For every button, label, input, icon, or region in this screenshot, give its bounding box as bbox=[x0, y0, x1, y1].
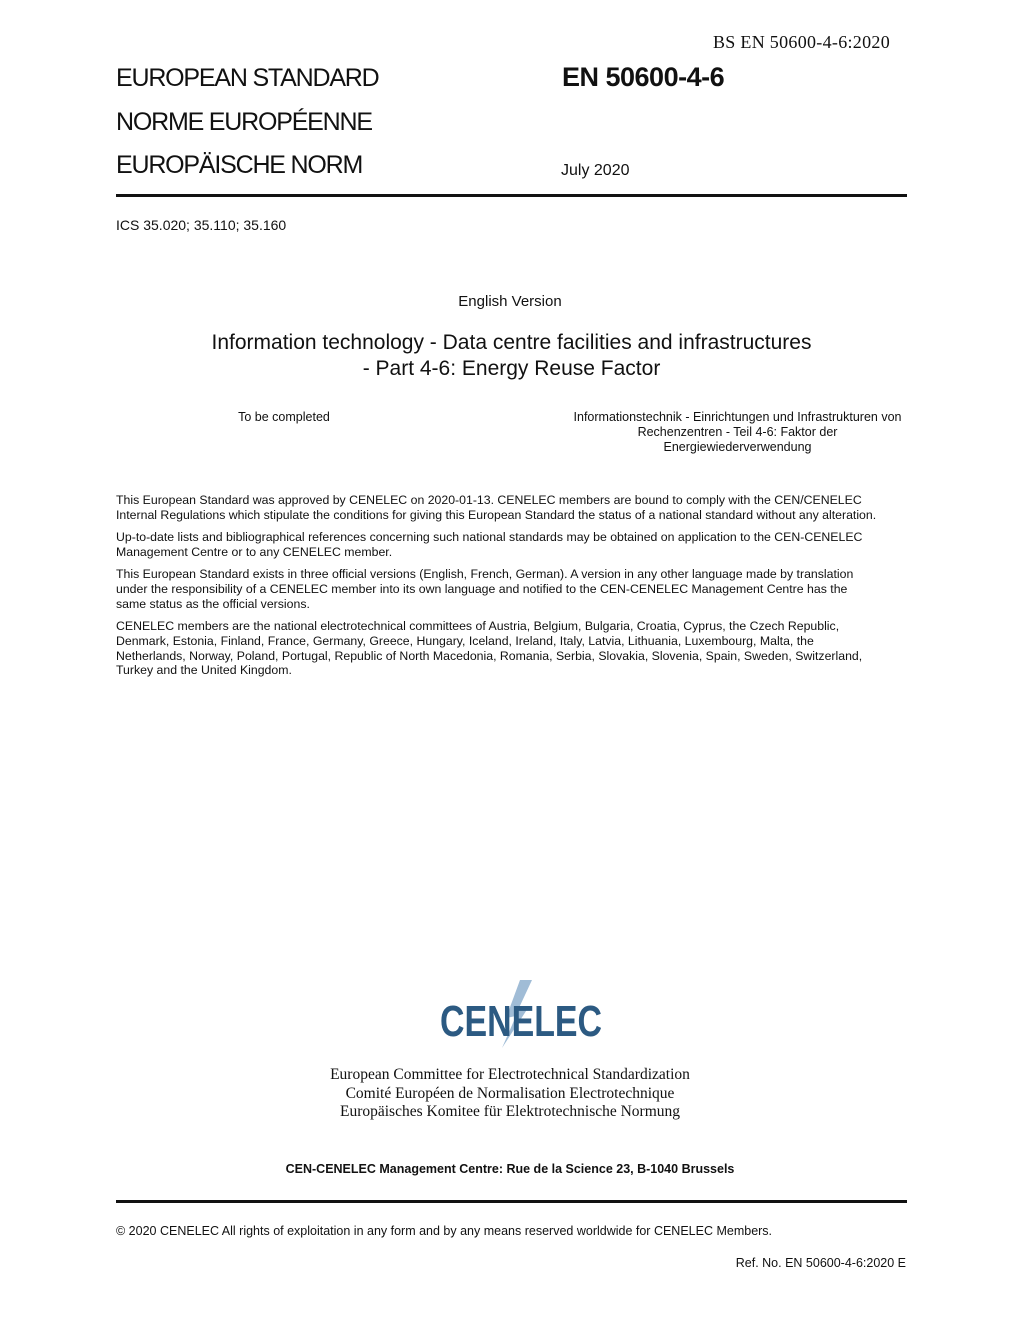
logo-wordmark: CENELEC bbox=[440, 997, 602, 1046]
versions-line-3: same status as the official versions. bbox=[116, 596, 310, 611]
references-line-2: Management Centre or to any CENELEC member. bbox=[116, 544, 393, 559]
title-european-standard: EUROPEAN STANDARD bbox=[116, 64, 379, 92]
references-line-1: Up-to-date lists and bibliographical references concerning such national standards may be obtained on application to the CEN-CENELEC bbox=[116, 530, 863, 544]
committee-name-english: European Committee for Electrotechnical Standardization bbox=[330, 1066, 690, 1083]
members-line-2: Denmark, Estonia, Finland, France, Germany, Greece, Hungary, Iceland, Ireland, Italy, Latvia, Lithuania, Luxembourg, Malta, the bbox=[116, 633, 814, 648]
references-paragraph bbox=[116, 530, 908, 560]
footer-divider bbox=[116, 1200, 907, 1203]
publication-date: July 2020 bbox=[561, 162, 630, 179]
committee-names bbox=[0, 1066, 1020, 1122]
english-version-label: English Version bbox=[458, 293, 562, 310]
title-norme-europeenne: NORME EUROPÉENNE bbox=[116, 108, 372, 136]
german-title-line-2: Rechenzentren - Teil 4-6: Faktor der bbox=[637, 425, 838, 439]
bs-reference: BS EN 50600-4-6:2020 bbox=[713, 32, 890, 52]
cenelec-logo bbox=[436, 978, 606, 1050]
german-title-line-1: Informationstechnik - Einrichtungen und Infrastrukturen von bbox=[573, 410, 902, 424]
members-line-4: Turkey and the United Kingdom. bbox=[116, 663, 292, 678]
committee-name-german: Europäisches Komitee für Elektrotechnische Normung bbox=[339, 1103, 681, 1121]
members-line-3: Netherlands, Norway, Poland, Portugal, Republic of North Macedonia, Romania, Serbia, Slovakia, Slovenia, Spain, Sweden, Switzerland, bbox=[116, 648, 863, 663]
header-divider bbox=[116, 194, 907, 197]
ics-codes: ICS 35.020; 35.110; 35.160 bbox=[116, 217, 287, 233]
document-title-line-2: - Part 4-6: Energy Reuse Factor bbox=[362, 357, 661, 380]
standard-number: EN 50600-4-6 bbox=[562, 62, 725, 92]
members-paragraph bbox=[116, 619, 908, 678]
management-centre-address: CEN-CENELEC Management Centre: Rue de la Science 23, B-1040 Brussels bbox=[285, 1162, 735, 1176]
approval-paragraph bbox=[116, 493, 908, 523]
approval-line-1: This European Standard was approved by CENELEC on 2020-01-13. CENELEC members are bound to comply with the CEN/CENELEC bbox=[116, 493, 862, 507]
german-title-line-3: Energiewiederverwendung bbox=[663, 440, 812, 454]
approval-line-2: Internal Regulations which stipulate the conditions for giving this European Standard the status of a national standard without any alteration. bbox=[116, 507, 877, 522]
reference-number: Ref. No. EN 50600-4-6:2020 E bbox=[735, 1256, 906, 1270]
document-title bbox=[116, 330, 907, 382]
french-title: To be completed bbox=[238, 410, 330, 424]
members-line-1: CENELEC members are the national electrotechnical committees of Austria, Belgium, Bulgaria, Croatia, Cyprus, the Czech Republic, bbox=[116, 619, 840, 633]
versions-line-1: This European Standard exists in three official versions (English, French, German). A version in any other language made by translation bbox=[116, 567, 854, 581]
versions-line-2: under the responsibility of a CENELEC member into its own language and notified to the CEN-CENELEC Management Centre has the bbox=[116, 581, 848, 596]
title-europaische-norm: EUROPÄISCHE NORM bbox=[116, 151, 363, 179]
versions-paragraph bbox=[116, 567, 908, 611]
copyright-notice: © 2020 CENELEC All rights of exploitation in any form and by any means reserved worldwide for CENELEC Members. bbox=[116, 1224, 773, 1238]
committee-name-french: Comité Européen de Normalisation Electrotechnique bbox=[345, 1084, 675, 1102]
document-title-line-1: Information technology - Data centre facilities and infrastructures bbox=[211, 331, 812, 354]
german-title bbox=[565, 410, 910, 455]
